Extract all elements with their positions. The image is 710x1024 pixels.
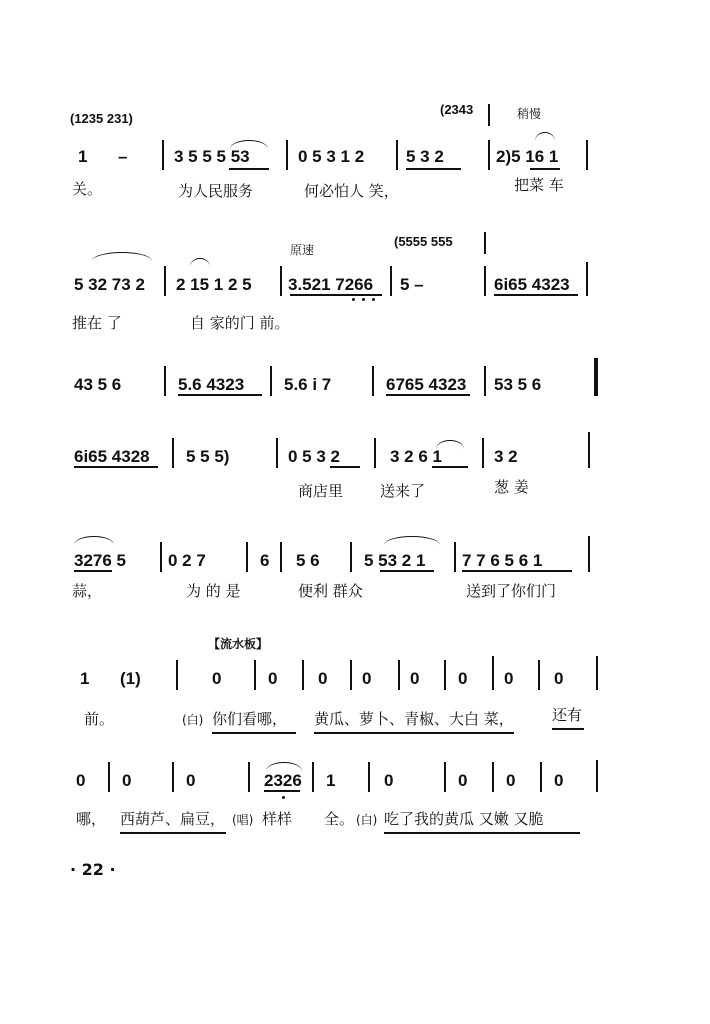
section-heading: 【流水板】: [208, 637, 269, 651]
note-group: 5 53 2 1: [364, 551, 426, 570]
bar-line: [444, 762, 446, 792]
slur: [230, 140, 268, 149]
bar-line: [350, 542, 352, 572]
lyric: 蒜，: [72, 582, 103, 600]
slur: [266, 762, 302, 771]
bar-line: [492, 656, 494, 690]
bar-line: [350, 660, 352, 690]
bar-line: [484, 232, 486, 254]
bar-line: [248, 762, 250, 792]
note-group: 5 6: [296, 551, 320, 570]
slur: [74, 536, 114, 545]
note-group: 0 5 3 2: [288, 447, 340, 466]
bar-line: [484, 266, 486, 296]
lyric: 商店里: [298, 482, 344, 500]
underline: [432, 466, 468, 468]
underline: [74, 570, 112, 572]
bar-line: [398, 660, 400, 690]
bar-line: [588, 536, 590, 572]
lyric: 把菜 车: [514, 176, 564, 194]
note-group: 6i65 4323: [494, 275, 570, 294]
note-group: 0: [212, 669, 222, 688]
lyric: 黄瓜、萝卜、青椒、大白 菜，: [314, 710, 514, 728]
note-group: 3.521 7266: [288, 275, 374, 294]
lyric: 何必怕人 笑，: [304, 182, 399, 200]
bar-line: [160, 542, 162, 572]
bar-line: [586, 262, 588, 296]
note-group: 0: [318, 669, 328, 688]
slur: [384, 536, 440, 545]
interlude-phrase: (5555 555: [394, 234, 453, 249]
underline: [290, 294, 382, 296]
bar-line: [164, 266, 166, 296]
note-group: 5.6 4323: [178, 375, 245, 394]
underline: [530, 168, 560, 170]
note-group: 0: [362, 669, 372, 688]
bar-line: [390, 266, 392, 296]
lyric: 西葫芦、扁豆，: [120, 810, 226, 828]
note-group: 0: [122, 771, 132, 790]
note-group: 1: [80, 669, 90, 688]
bar-line: [596, 760, 598, 792]
lyric: 自 家的门 前。: [190, 314, 290, 332]
note-group: 0 5 3 1 2: [298, 147, 365, 166]
intro-phrase-2: (2343: [440, 102, 474, 117]
lyric: 吃了我的黄瓜 又嫩 又脆: [384, 810, 544, 828]
repeat-bar: [594, 358, 598, 396]
bar-line: [302, 660, 304, 690]
bar-line: [176, 660, 178, 690]
bar-line: [492, 762, 494, 792]
note-group: 0: [554, 771, 564, 790]
intro-phrase-1: (1235 231): [70, 111, 133, 126]
lyric: 为人民服务: [178, 182, 254, 200]
lyric: (白): [182, 713, 204, 727]
note-group: 5 –: [400, 275, 424, 294]
bar-line: [586, 140, 588, 170]
bar-line: [488, 104, 490, 126]
lyric: 哪，: [76, 810, 107, 828]
note-group: 0: [458, 771, 468, 790]
underline: [494, 294, 578, 296]
note-group: 0: [186, 771, 196, 790]
note-group: 0: [384, 771, 394, 790]
note-group: 3 2: [494, 447, 518, 466]
bar-line: [454, 542, 456, 572]
lyric: 推在 了: [72, 314, 122, 332]
bar-line: [484, 366, 486, 396]
bar-line: [396, 140, 398, 170]
bar-line: [482, 438, 484, 468]
bar-line: [588, 432, 590, 468]
note-group: 5 3 2: [406, 147, 444, 166]
note-group: (1): [120, 669, 141, 688]
lyric: 送到了你们门: [466, 582, 557, 600]
note-group: 5 32 73 2: [74, 275, 145, 294]
note-group: 53 5 6: [494, 375, 542, 394]
underline: [330, 466, 360, 468]
note-group: 6: [260, 551, 270, 570]
lyric: 为 的 是: [186, 582, 241, 600]
bar-line: [538, 660, 540, 690]
note-group: 0: [504, 669, 514, 688]
note-group: 1: [326, 771, 336, 790]
dot: [282, 796, 285, 799]
underline: [314, 732, 514, 734]
slur: [436, 440, 464, 449]
note-group: 5 5 5): [186, 447, 230, 466]
slur: [190, 258, 210, 267]
bar-line: [540, 762, 542, 792]
bar-line: [172, 438, 174, 468]
bar-line: [172, 762, 174, 792]
note-group: 6i65 4328: [74, 447, 150, 466]
note-group: 0: [76, 771, 86, 790]
bar-line: [374, 438, 376, 468]
underline: [552, 728, 584, 730]
page-number: · 22 ·: [70, 860, 116, 879]
note-group: 3 5 5 5 53: [174, 147, 250, 166]
note-group: 3276 5: [74, 551, 126, 570]
lyric: 你们看哪，: [212, 710, 288, 728]
bar-line: [368, 762, 370, 792]
note-group: 7 7 6 5 6 1: [462, 551, 543, 570]
underline: [229, 168, 269, 170]
note-group: 2 15 1 2 5: [176, 275, 252, 294]
tempo-original: 原速: [290, 243, 315, 257]
lyric: 前。: [84, 710, 115, 728]
bar-line: [280, 266, 282, 296]
note-group: 0: [458, 669, 468, 688]
note-group: 3 2 6 1: [390, 447, 442, 466]
lyric: 全。: [324, 810, 355, 828]
bar-line: [280, 542, 282, 572]
dot: [362, 298, 365, 301]
note-group: 1: [78, 147, 88, 166]
note-group: 0: [554, 669, 564, 688]
note-group: 2)5 16 1: [496, 147, 559, 166]
bar-line: [254, 660, 256, 690]
lyric: (白): [356, 813, 378, 827]
lyric: 送来了: [380, 482, 426, 500]
underline: [120, 832, 226, 834]
note-group: 0 2 7: [168, 551, 206, 570]
bar-line: [312, 762, 314, 792]
underline: [386, 394, 470, 396]
bar-line: [162, 140, 164, 170]
bar-line: [270, 366, 272, 396]
note-group: 2326: [264, 771, 302, 790]
bar-line: [108, 762, 110, 792]
slur: [535, 132, 555, 141]
note-dash: –: [118, 147, 128, 166]
note-group: 6765 4323: [386, 375, 467, 394]
underline: [178, 394, 262, 396]
lyric: 便利 群众: [298, 582, 363, 600]
underline: [406, 168, 461, 170]
dot: [352, 298, 355, 301]
bar-line: [286, 140, 288, 170]
dot: [372, 298, 375, 301]
bar-line: [488, 140, 490, 170]
bar-line: [372, 366, 374, 396]
lyric: 还有: [552, 706, 583, 724]
bar-line: [444, 660, 446, 690]
underline: [380, 570, 434, 572]
note-group: 0: [410, 669, 420, 688]
lyric: 样样: [262, 810, 293, 828]
underline: [384, 832, 580, 834]
lyric: 关。: [72, 180, 103, 198]
underline: [264, 790, 300, 792]
bar-line: [596, 656, 598, 690]
underline: [462, 570, 572, 572]
note-group: 0: [506, 771, 516, 790]
underline: [74, 466, 158, 468]
note-group: 5.6 i 7: [284, 375, 332, 394]
note-group: 43 5 6: [74, 375, 122, 394]
tempo-slower: 稍慢: [517, 107, 542, 121]
bar-line: [246, 542, 248, 572]
bar-line: [276, 438, 278, 468]
bar-line: [164, 366, 166, 396]
lyric: 葱 姜: [494, 478, 529, 496]
note-group: 0: [268, 669, 278, 688]
slur: [92, 252, 152, 261]
underline: [212, 732, 296, 734]
lyric: (唱): [232, 813, 254, 827]
